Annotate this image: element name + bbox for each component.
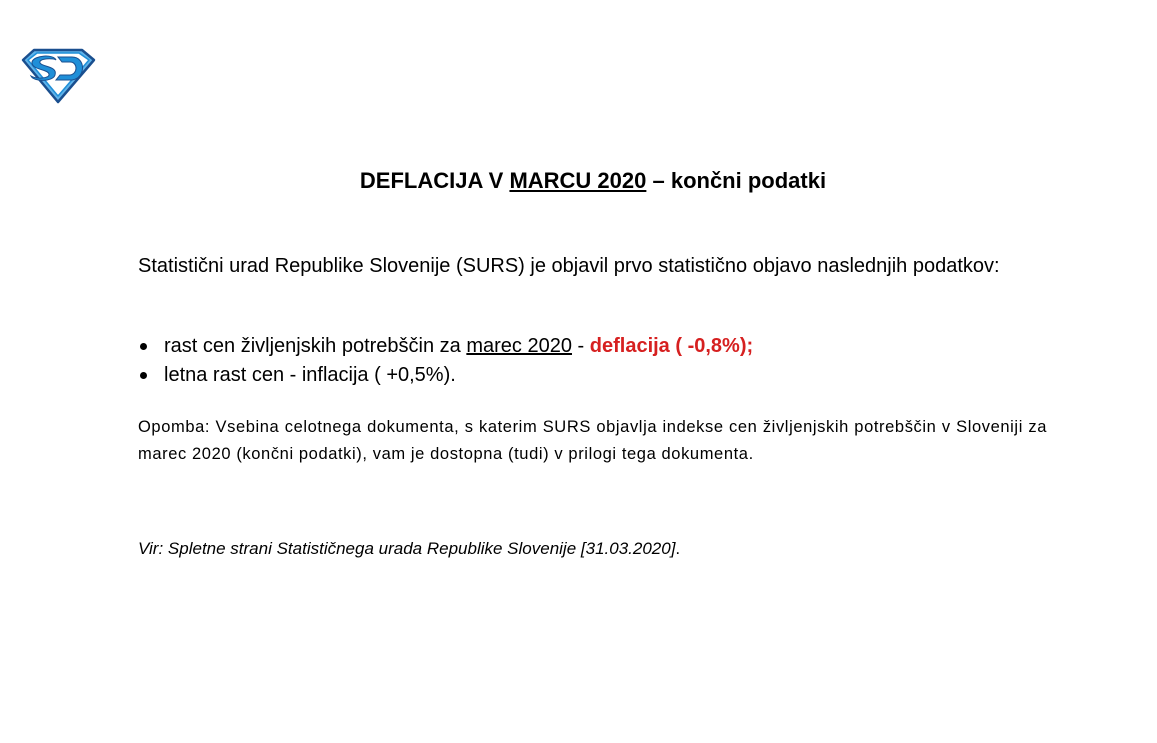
bullet-1-mid: - (571, 335, 590, 357)
source-line (138, 536, 1048, 562)
bullet-icon (140, 343, 147, 350)
bullet-2-text: letna rast cen - inflacija ( +0,5%). (164, 364, 456, 386)
bullet-1-pre: rast cen življenjskih potrebščin za (164, 335, 467, 357)
source-tail: . (675, 539, 681, 558)
list-item (138, 332, 1048, 361)
list-item (138, 361, 1048, 390)
title-part-1: DEFLACIJA V (359, 168, 510, 193)
title-month: MARCU 2020 (509, 168, 647, 193)
bullet-icon (140, 372, 147, 379)
title-part-3: – končni podatki (646, 168, 827, 193)
data-bullet-list (138, 332, 1048, 390)
deflation-highlight: deflacija ( -0,8%); (589, 335, 754, 357)
intro-paragraph: Statistični urad Republike Slovenije (SURS) je objavil prvo statistično objavo naslednjih podatkov: (138, 255, 1000, 277)
sd-shield-logo-icon (20, 46, 96, 104)
note-paragraph: Opomba: Vsebina celotnega dokumenta, s katerim SURS objavlja indekse cen življenjskih potrebščin v Sloveniji za marec 2020 (končni podatki), vam je dostopna (tudi) v prilogi tega dokumenta. (138, 418, 1047, 463)
source-italic: Vir: Spletne strani Statističnega urada Republike Slovenije [31.03.2020] (138, 539, 676, 558)
document-title (0, 168, 1157, 194)
bullet-1-month: marec 2020 (466, 335, 572, 357)
